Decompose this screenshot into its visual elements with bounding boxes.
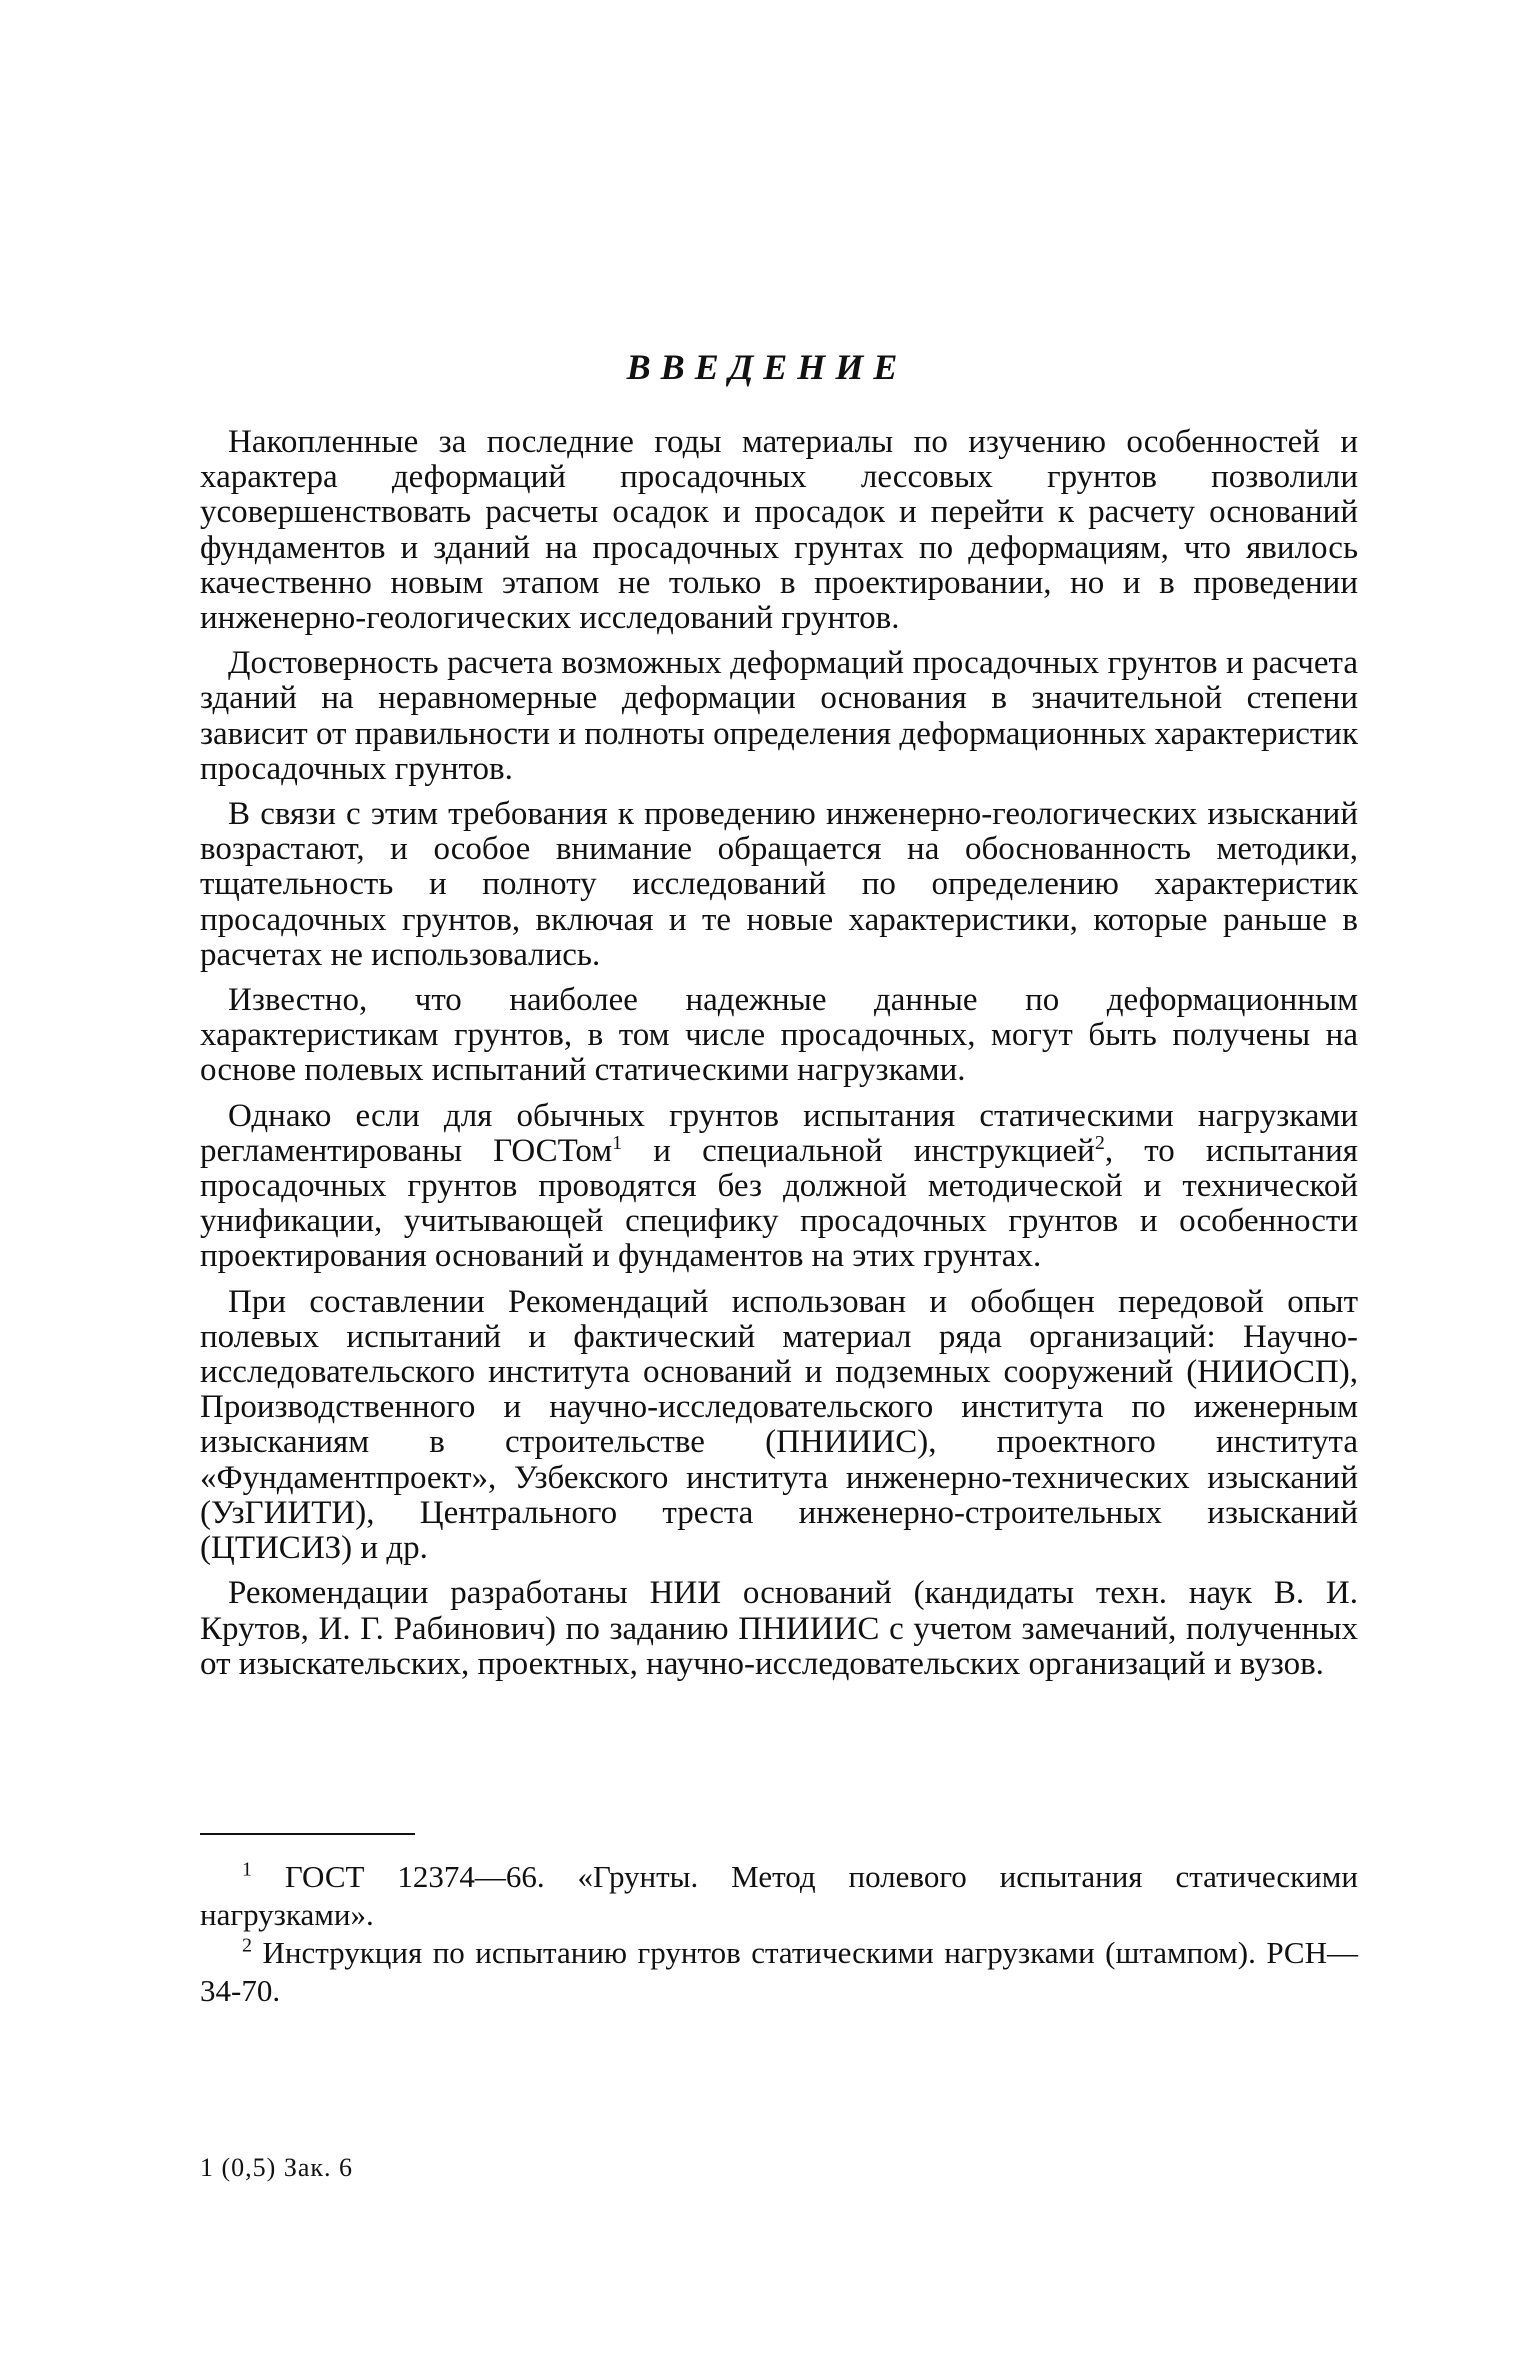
body-text: [200, 425, 1358, 1692]
footnote-ref-1: 1: [612, 1131, 623, 1154]
page-title: ВВЕДЕНИЕ: [626, 347, 908, 387]
paragraph-7: Рекомендации разработаны НИИ оснований (кандидаты техн. наук В. И. Крутов, И. Г. Рабинович) по заданию ПНИИИС с учетом замечаний, полученных от изыскательских, проектных, научно-исследовательских организаций и вузов.: [200, 1575, 1358, 1682]
paragraph-3: В связи с этим требования к проведению инженерно-геологических изысканий возрастают, и особое внимание обращается на обоснованность методики, тщательность и полноту исследований по определению характеристик просадочных грунтов, включая и те новые характеристики, которые раньше в расчетах не использовались.: [200, 796, 1358, 973]
paragraph-1: Накопленные за последние годы материалы по изучению особенностей и характера деформаций просадочных лессовых грунтов позволили усовершенствовать расчеты осадок и просадок и перейти к расчету оснований фундаментов и зданий на просадочных грунтах по деформациям, что явилось качественно новым этапом не только в проектировании, но и в проведении инженерно-геологических исследований грунтов.: [200, 424, 1358, 637]
footnote-2-text: Инструкция по испытанию грунтов статическими нагрузками (штампом). РСН—34-70.: [200, 1935, 1358, 2008]
print-imprint: 1 (0,5) Зак. 6: [200, 2153, 354, 2182]
footnote-2-mark: 2: [242, 1934, 252, 1957]
paragraph-5-part-2: и специальной инструкцией: [622, 1132, 1095, 1169]
paragraph-5: [200, 1099, 1358, 1275]
footnote-1-mark: 1: [242, 1858, 252, 1881]
footnote-2: [200, 1934, 1358, 2010]
footnote-divider: [200, 1833, 415, 1835]
paragraph-5-part-3: , то испытания просадочных грунтов проводятся без должной методической и технической унификации, учитывающей специфику просадочных грунтов и особенности проектирования оснований и фундаментов на этих грунтах.: [200, 1132, 1358, 1275]
paragraph-6: При составлении Рекомендаций использован и обобщен передовой опыт полевых испытаний и фактический материал ряда организаций: Научно-исследовательского института оснований и подземных сооружений (НИИОСП), Производственного и научно-исследовательского института по иженерным изысканиям в строительстве (ПНИИИС), проектного института «Фундаментпроект», Узбекского института инженерно-технических изысканий (УзГИИТИ), Центрального треста инженерно-строительных изысканий (ЦТИСИЗ) и др.: [200, 1283, 1358, 1567]
paragraph-2: Достоверность расчета возможных деформаций просадочных грунтов и расчета зданий на неравномерные деформации основания в значительной степени зависит от правильности и полноты определения деформационных характеристик просадочных грунтов.: [200, 645, 1358, 787]
paragraph-4: Известно, что наиболее надежные данные по деформационным характеристикам грунтов, в том числе просадочных, могут быть получены на основе полевых испытаний статическими нагрузками.: [200, 982, 1358, 1089]
footnote-1-text: ГОСТ 12374—66. «Грунты. Метод полевого испытания статическими нагрузками».: [200, 1859, 1358, 1932]
footnote-ref-2: 2: [1094, 1131, 1105, 1154]
footnote-1: [200, 1858, 1358, 1934]
paragraph-5-part-1: Однако если для обычных грунтов испытания статическими нагрузками регламентированы ГОСТом: [200, 1097, 1358, 1169]
footnotes: [200, 1858, 1358, 2010]
